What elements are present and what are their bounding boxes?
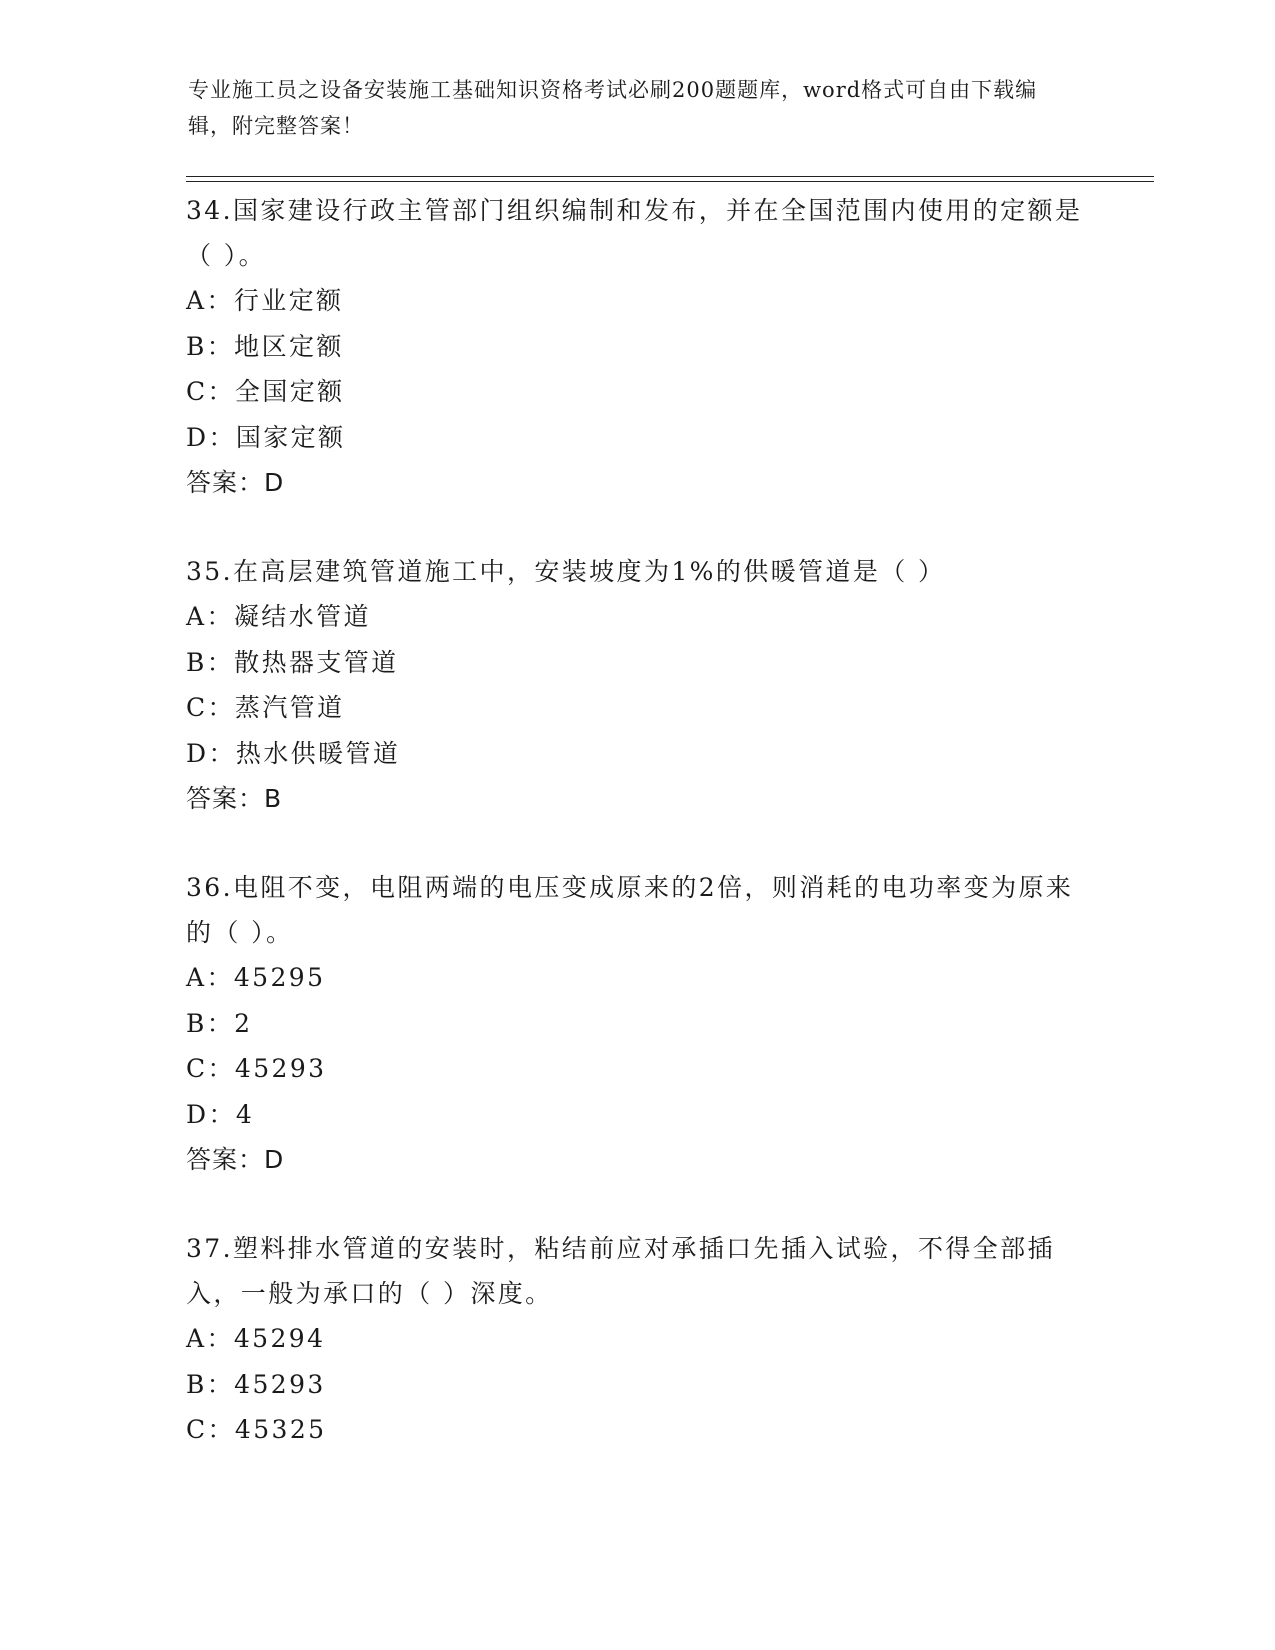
page-header: 专业施工员之设备安装施工基础知识资格考试必刷200题题库，word格式可自由下载编辑，附完整答案！: [188, 78, 1038, 138]
question-stem: 35.在高层建筑管道施工中，安装坡度为1%的供暖管道是（ ）: [186, 557, 946, 586]
option-a: A：行业定额: [186, 286, 344, 315]
option-d: D：4: [186, 1099, 255, 1129]
answer-line: 答案：D: [186, 1145, 285, 1174]
option-a: A：45294: [186, 1324, 326, 1353]
option-b: B：地区定额: [186, 331, 344, 361]
option-c: C：45293: [186, 1054, 327, 1083]
option-c: C：蒸汽管道: [186, 693, 345, 722]
question-list: [186, 188, 1086, 1497]
question-stem: 34.国家建设行政主管部门组织编制和发布，并在全国范围内使用的定额是（ ）。: [186, 196, 1083, 270]
option-c: C：全国定额: [186, 377, 345, 406]
option-b: B：2: [186, 1008, 253, 1038]
question-35: [186, 549, 1086, 821]
answer-line: 答案：B: [186, 784, 283, 813]
answer-line: 答案：D: [186, 468, 285, 497]
option-b: B：散热器支管道: [186, 647, 399, 677]
question-34: [186, 188, 1086, 505]
question-stem: 36.电阻不变，电阻两端的电压变成原来的2倍，则消耗的电功率变为原来的（ ）。: [186, 873, 1074, 947]
option-a: A：凝结水管道: [186, 602, 371, 631]
header-divider-top: [186, 176, 1154, 177]
option-b: B：45293: [186, 1369, 326, 1399]
option-c: C：45325: [186, 1415, 327, 1444]
question-stem: 37.塑料排水管道的安装时，粘结前应对承插口先插入试验，不得全部插入，一般为承口的（ ）深度。: [186, 1234, 1055, 1308]
question-37: [186, 1226, 1086, 1453]
option-d: D：热水供暖管道: [186, 738, 401, 768]
option-a: A：45295: [186, 963, 326, 992]
header-divider-bottom: [186, 181, 1154, 182]
option-d: D：国家定额: [186, 422, 346, 452]
question-36: [186, 865, 1086, 1182]
